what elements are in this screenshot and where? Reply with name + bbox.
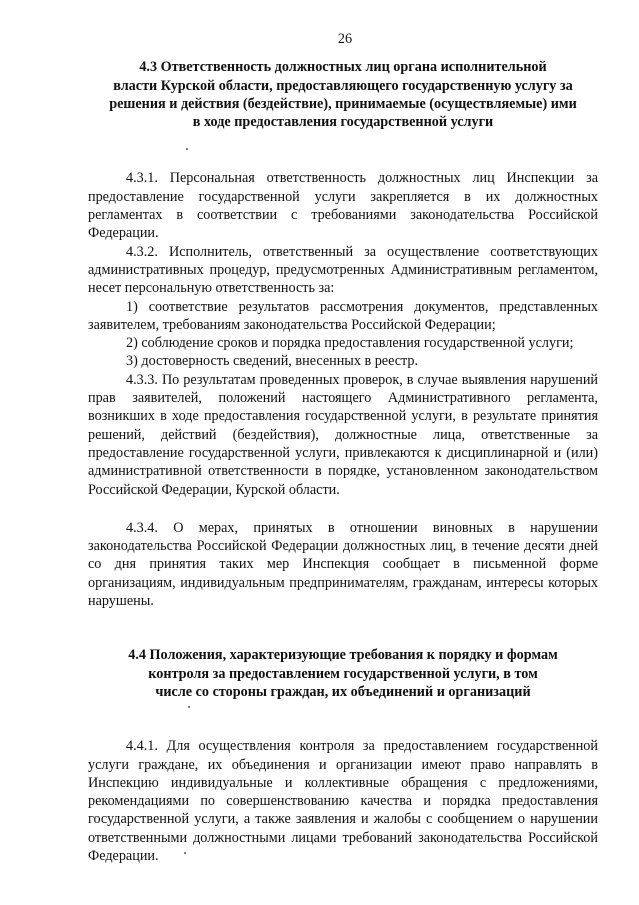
heading-line: решения и действия (бездействие), принимаемые (осуществляемые) ими — [109, 95, 577, 112]
paragraph-4-3-4: 4.3.4. О мерах, принятых в отношении виновных в нарушении законодательства Российской Федерации должностных лиц, в течение десяти дней со дня принятия таких мер Инспекция сообщает в письменной форме организациям, индивидуальным предпринимателям, гражданам, интересы которых нарушены. — [88, 519, 598, 610]
page-number: 26 — [337, 31, 353, 47]
list-item-1: 1) соответствие результатов рассмотрения документов, представленных заявителем, требованиям законодательства Российской Федерации; — [88, 298, 598, 333]
paragraph-4-4-1: 4.4.1. Для осуществления контроля за предоставлением государственной услуги граждане, их объединения и организации имеют право направлять в Инспекцию индивидуальные и коллективные обращения с предложениями, рекомендациями по совершенствованию качества и порядка предоставления государственной услуги, а также заявления и жалобы с сообщением о нарушении ответственными должностными лицами требований законодательства Российской Федерации. — [88, 738, 598, 864]
list-item-3: 3) достоверность сведений, внесенных в реестр. — [126, 353, 419, 370]
paragraph-4-3-1: 4.3.1. Персональная ответственность должностных лиц Инспекции за предоставление государственной услуги закрепляется в их должностных регламентах в соответствии с требованиями законодательства Российской Федерации. — [88, 170, 598, 242]
paragraph-4-3-2: 4.3.2. Исполнитель, ответственный за осуществление соответствующих административных процедур, предусмотренных Административным регламентом, несет персональную ответственность за: — [88, 243, 598, 297]
scan-speck — [186, 148, 188, 150]
heading-line: в ходе предоставления государственной услуги — [192, 114, 494, 131]
heading-line: 4.3 Ответственность должностных лиц органа исполнительной — [139, 59, 547, 76]
list-item-2: 2) соблюдение сроков и порядка предоставления государственной услуги; — [126, 335, 574, 352]
heading-line: власти Курской области, предоставляющего государственную услугу за — [113, 77, 573, 94]
scan-speck — [188, 706, 190, 708]
scan-speck — [184, 852, 186, 854]
heading-line: числе со стороны граждан, их объединений и организаций — [155, 683, 531, 700]
heading-line: 4.4 Положения, характеризующие требования к порядку и формам — [128, 647, 558, 664]
heading-line: контроля за предоставлением государственной услуги, в том — [148, 665, 538, 682]
section-4-4-heading — [88, 646, 598, 701]
paragraph-4-3-3: 4.3.3. По результатам проведенных проверок, в случае выявления нарушений прав заявителей, положений настоящего Административного регламента, возникших в ходе предоставления государственной услуги, в результате принятия решений, действий (бездействия), должностные лица, ответственные за предоставление государственной услуги, привлекаются к дисциплинарной и (или) административной ответственности в порядке, установленном законодательством Российской Федерации, Курской области. — [88, 371, 598, 498]
section-4-3-heading — [88, 58, 598, 131]
